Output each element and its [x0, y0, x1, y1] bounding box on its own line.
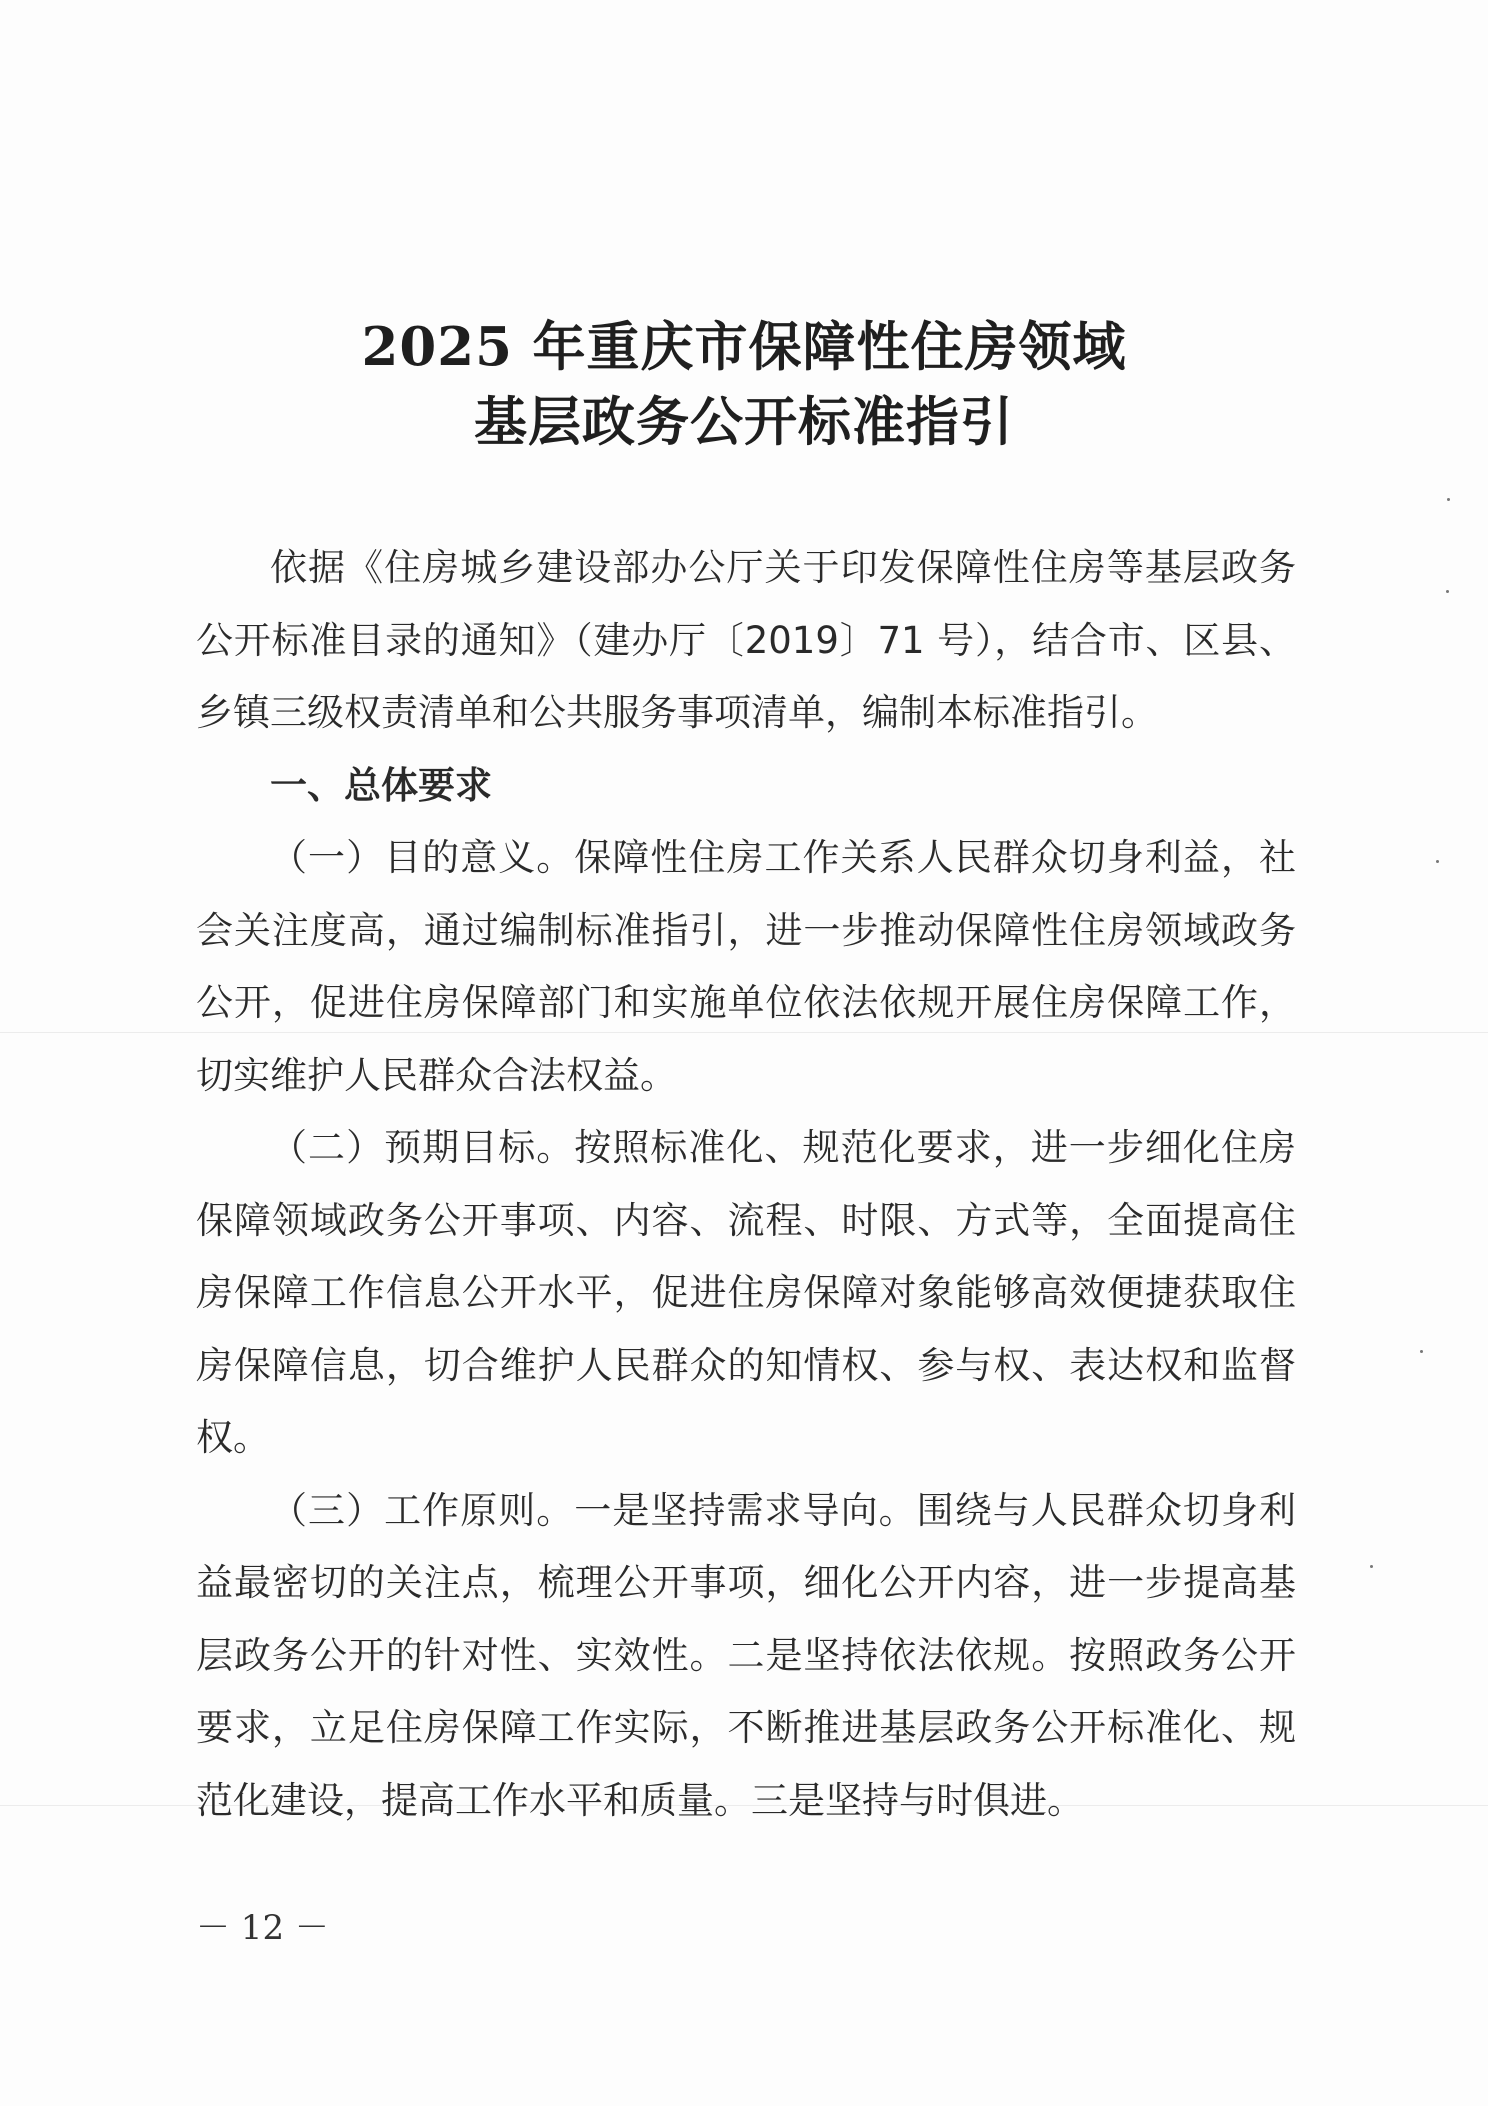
document-body — [196, 532, 1296, 1837]
scan-speck — [1436, 860, 1439, 863]
scan-speck — [1447, 498, 1450, 501]
page-number: － 12 － — [196, 1908, 329, 1948]
scan-speck — [1446, 590, 1449, 593]
principles-paragraph: （三）工作原则。一是坚持需求导向。围绕与人民群众切身利益最密切的关注点，梳理公开事项，细化公开内容，进一步提高基层政务公开的针对性、实效性。二是坚持依法依规。按照政务公开要求，立足住房保障工作实际，不断推进基层政务公开标准化、规范化建设，提高工作水平和质量。三是坚持与时俱进。 — [196, 1488, 1296, 1822]
document-title-line-2: 基层政务公开标准指引 — [474, 391, 1014, 453]
scan-speck — [1370, 1565, 1373, 1568]
purpose-paragraph: （一）目的意义。保障性住房工作关系人民群众切身利益，社会关注度高，通过编制标准指引，进一步推动保障性住房领域政务公开，促进住房保障部门和实施单位依法依规开展住房保障工作，切实维护人民群众合法权益。 — [196, 836, 1296, 1097]
section-heading: 一、总体要求 — [270, 763, 492, 807]
goals-paragraph: （二）预期目标。按照标准化、规范化要求，进一步细化住房保障领域政务公开事项、内容、流程、时限、方式等，全面提高住房保障工作信息公开水平，促进住房保障对象能够高效便捷获取住房保障信息，切合维护人民群众的知情权、参与权、表达权和监督权。 — [196, 1126, 1296, 1459]
document-title-line-1: 2025 年重庆市保障性住房领域 — [361, 316, 1127, 378]
scan-speck — [1420, 1350, 1423, 1353]
intro-paragraph: 依据《住房城乡建设部办公厅关于印发保障性住房等基层政务公开标准目录的通知》（建办厅〔2019〕71 号），结合市、区县、乡镇三级权责清单和公共服务事项清单，编制本标准指引。 — [196, 546, 1296, 734]
